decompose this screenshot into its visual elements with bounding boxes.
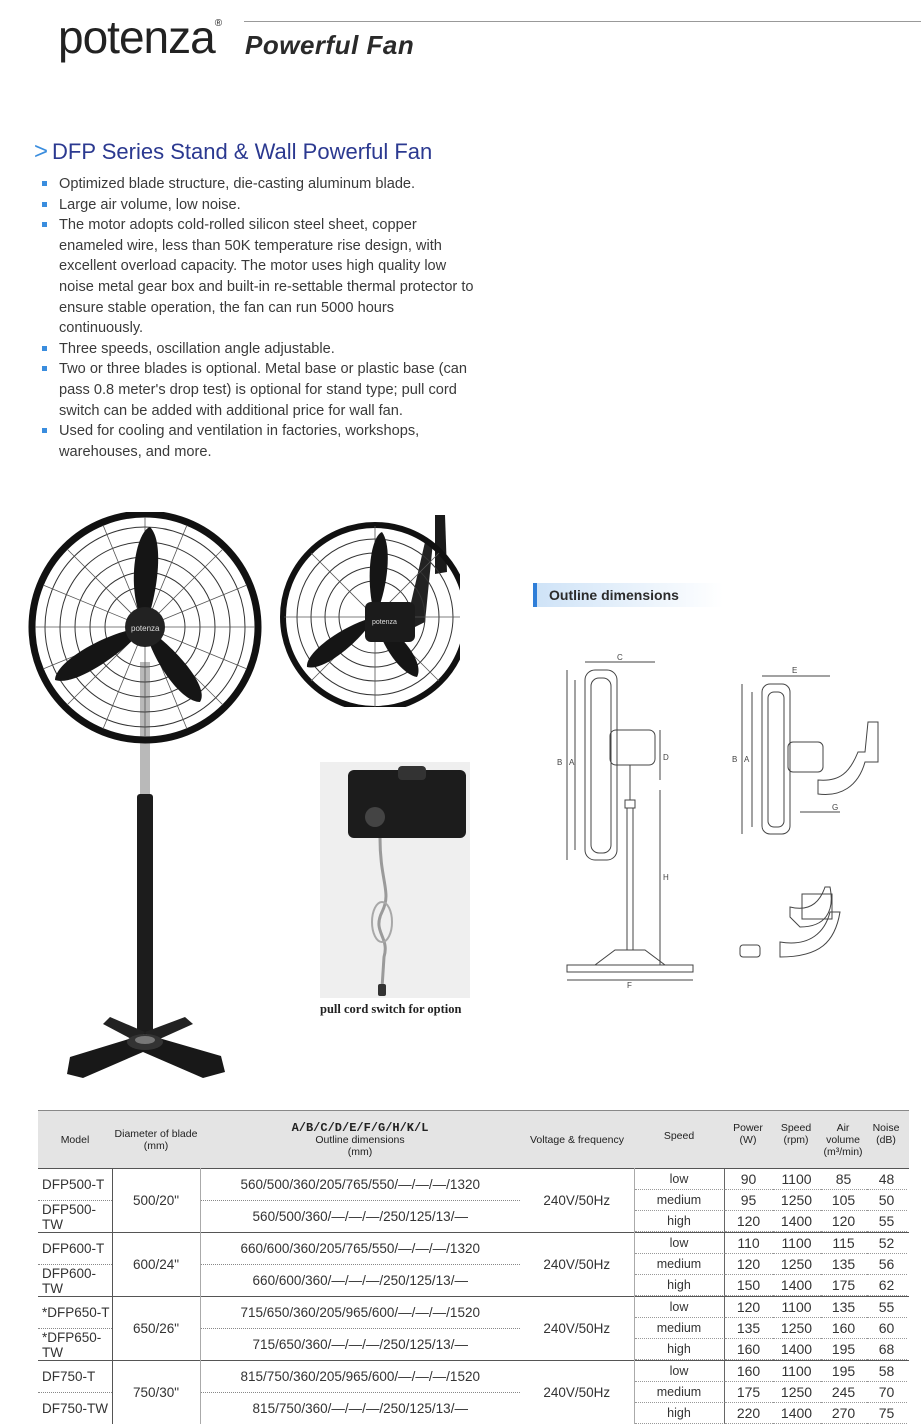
feature-list xyxy=(40,174,480,462)
dim-label-d: D xyxy=(663,753,669,762)
col-dimensions: A/B/C/D/E/F/G/H/K/L Outline dimensions (mm) xyxy=(200,1111,520,1169)
section-title: > DFP Series Stand & Wall Powerful Fan xyxy=(34,138,432,166)
table-row: DFP500-TW 560/500/360/—/—/—/250/125/13/— xyxy=(38,1201,909,1233)
table-row: DFP600-T 600/24" 660/600/360/205/765/550/—/—/—/1320 240V/50Hz low 110 1100 115 52 medium 120 1250 135 56 high 150 1400 175 62 xyxy=(38,1233,909,1265)
feature-item: Three speeds, oscillation angle adjustable. xyxy=(40,339,480,360)
outline-dimensions-title: Outline dimensions xyxy=(533,583,723,607)
table-row: DF750-T 750/30" 815/750/360/205/965/600/—/—/—/1520 240V/50Hz low 160 1100 195 58 medium 175 1250 245 70 high 220 1400 270 75 xyxy=(38,1361,909,1393)
feature-item: Large air volume, low noise. xyxy=(40,195,480,216)
stand-fan-image xyxy=(25,512,270,1084)
header-rule xyxy=(244,21,921,22)
spec-table xyxy=(38,1110,909,1424)
brand-logo: potenza® xyxy=(58,10,221,64)
table-row: DFP500-T 500/20" 560/500/360/205/765/550/—/—/—/1320 240V/50Hz low 90 1100 85 48 medium 95 1250 105 50 high 120 1400 120 55 xyxy=(38,1169,909,1201)
table-row: *DFP650-T 650/26" 715/650/360/205/965/600/—/—/—/1520 240V/50Hz low 120 1100 135 55 medium 135 1250 160 60 high 160 1400 195 68 xyxy=(38,1297,909,1329)
dim-label-e: E xyxy=(792,666,797,675)
wall-fan-image xyxy=(275,512,460,707)
page-subtitle: Powerful Fan xyxy=(245,30,414,61)
fan-hub-logo: potenza xyxy=(131,624,160,633)
stand-fan-outline-drawing xyxy=(555,650,700,990)
dim-label-a: A xyxy=(744,755,750,764)
feature-item: Two or three blades is optional. Metal base or plastic base (can pass 0.8 meter's drop test) is optional for stand type; pull cord switch can be added with additional price for wall fan. xyxy=(40,359,480,421)
table-row: *DFP650- TW 715/650/360/—/—/—/250/125/13/— xyxy=(38,1329,909,1361)
pull-cord-switch-image xyxy=(320,762,470,998)
dim-label-f: F xyxy=(627,981,632,990)
dim-label-h: H xyxy=(663,873,669,882)
dim-label-a: A xyxy=(569,758,575,767)
fan-hub-logo: potenza xyxy=(372,619,397,626)
col-model: Model xyxy=(38,1111,112,1169)
feature-item: Optimized blade structure, die-casting aluminum blade. xyxy=(40,174,480,195)
col-diameter: Diameter of blade (mm) xyxy=(112,1111,200,1169)
dim-label-g: G xyxy=(832,803,838,812)
chevron-right-icon: > xyxy=(34,138,48,165)
feature-item: The motor adopts cold-rolled silicon steel sheet, copper enameled wire, less than 50K temperature rise design, with excellent overload capacity. The motor uses high quality low noise metal gear box and built-in re-settable thermal protector to ensure stable operation, the fan can run 5000 hours continuously. xyxy=(40,215,480,339)
dim-label-b: B xyxy=(732,755,737,764)
table-row: DF750-TW 815/750/360/—/—/—/250/125/13/— xyxy=(38,1393,909,1424)
dim-label-c: C xyxy=(617,653,623,662)
feature-item: Used for cooling and ventilation in factories, workshops, warehouses, and more. xyxy=(40,421,480,462)
wall-fan-outline-drawing xyxy=(730,662,890,972)
pull-cord-caption: pull cord switch for option xyxy=(320,1002,480,1017)
dim-label-b: B xyxy=(557,758,562,767)
table-row: DFP600-TW 660/600/360/—/—/—/250/125/13/— xyxy=(38,1265,909,1297)
col-speed-group: Speed Power (W) Speed (rpm) Air volume (m³/min) Noise (dB) xyxy=(634,1111,909,1169)
col-voltage: Voltage & frequency xyxy=(520,1111,634,1169)
